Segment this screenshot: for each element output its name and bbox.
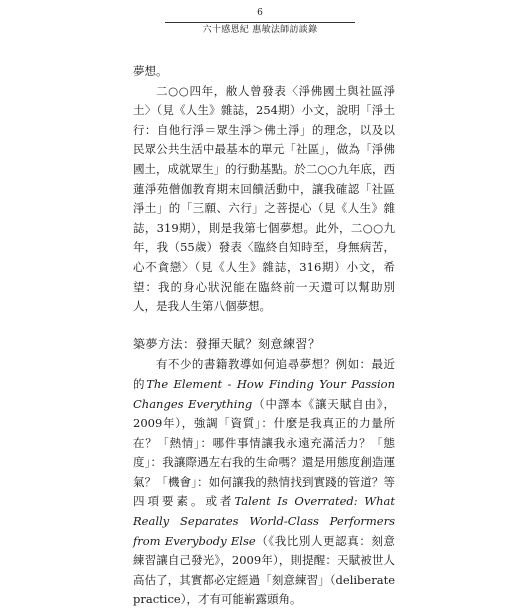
body-text — [133, 62, 395, 610]
paragraph-text: （《我比別人更認真：刻意練習讓自己發光》，2009年），則提醒：天賦被世人高估了，其實都必定經過「刻意練習」（deliberate practice），才有可能嶄露頭角。 — [133, 533, 395, 607]
paragraph-text: 有不少的書籍教導如何追尋夢想？例如：最近的 — [133, 357, 395, 391]
paragraph-continuation: 夢想。 — [133, 64, 168, 78]
paragraph-dreams: 二○○四年，敝人曾發表〈淨佛國土與社區淨土〉（見《人生》雜誌，254期）小文，說明「淨土行：自他行淨＝眾生淨＞佛土淨」的理念，以及以民眾公共生活中最基本的單元「社區」，做為「淨佛國土，成就眾生」的行動基點。於二○○九年底，西蓮淨苑僧伽教育期末回饋活動中，讓我確認「社區淨土」的「三願、六行」之菩提心（見《人生》雜誌，319期），則是我第七個夢想。此外，二○○九年，我（55歲）發表〈臨終自知時至，身無病苦，心不貪戀〉（見《人生》雜誌，316期）小文，希望：我的身心狀況能在臨終前一天還可以幫助別人，是我人生第八個夢想。 — [133, 83, 395, 314]
header-rule — [165, 22, 355, 23]
page-number: 6 — [257, 8, 263, 18]
page-header — [0, 8, 520, 36]
running-head: 六十感恩紀 惠敏法師訪談錄 — [202, 25, 318, 35]
section-heading: 築夢方法：發揮天賦？刻意練習？ — [133, 336, 321, 351]
book-title-talent: Talent Is Overrated: What Really Separates World-Class Performers from Everybody Else — [133, 494, 396, 548]
paragraph-methods — [133, 355, 395, 610]
book-title-element: The Element - How Finding Your Passion Changes Everything — [133, 376, 396, 411]
paragraph-text: （中譯本《讓天賦自由》，2009年），強調「資質」：什麼是我真正的力量所在？「熱情」：哪件事情讓我永遠充滿活力？「態度」：我讓際遇左右我的生命嗎？還是用態度創造運氣？「機會」：如何讓我的熱情找到實踐的管道？等四項要素。或者 — [133, 396, 395, 509]
